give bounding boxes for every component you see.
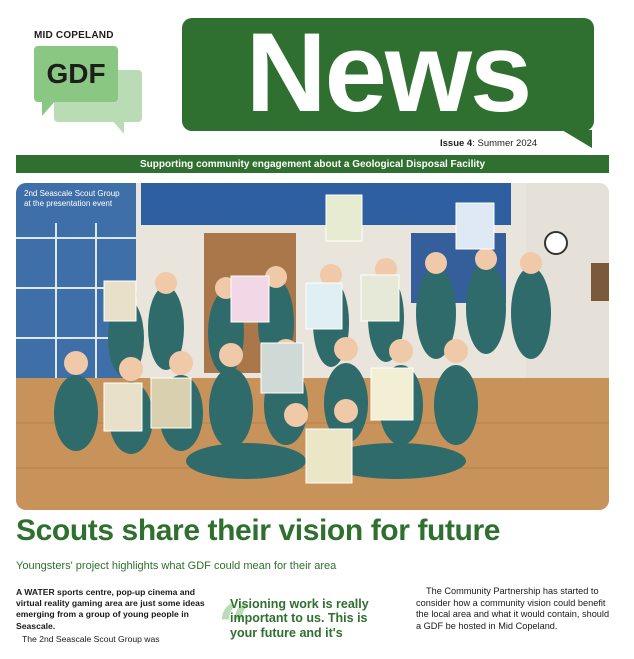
article-column-1: [16, 587, 212, 645]
issue-line: [440, 138, 537, 149]
news-title-box: [182, 9, 594, 135]
pull-quote: Visioning work is really important to us. This is your future and it's: [230, 597, 369, 640]
logo-bubble-back-tail: [112, 120, 124, 134]
photo-caption-line2: at the presentation event: [24, 198, 113, 208]
photo-caption: [24, 189, 120, 208]
scout-group-photo: [16, 183, 609, 510]
article-column-3: The Community Partnership has started to consider how a community vision could benefit the local area and what it would contain, should a GDF be hosted in Mid Copeland.: [416, 586, 610, 631]
article-body-start: The 2nd Seascale Scout Group was: [22, 633, 160, 644]
logo-text: GDF: [46, 58, 106, 89]
photo-illustration: [16, 183, 609, 510]
org-name: MID COPELAND: [34, 30, 114, 41]
article-headline: Scouts share their vision for future: [16, 514, 501, 547]
article-subhead: Youngsters' project highlights what GDF could mean for their area: [16, 560, 337, 572]
photo-caption-line1: 2nd Seascale Scout Group: [24, 189, 120, 198]
tagline-text: Supporting community engagement about a Geological Disposal Facility: [139, 158, 486, 170]
tagline-banner: [16, 155, 609, 173]
issue-season: : Summer 2024: [472, 138, 538, 149]
newsletter-title: News: [245, 9, 531, 135]
logo-bubble-front-tail: [42, 100, 56, 116]
logo-bubble-front: [34, 46, 118, 102]
gdf-logo: [28, 30, 148, 140]
quote-mark-icon: “: [218, 593, 251, 659]
issue-label: Issue 4: [440, 138, 473, 149]
news-title-tail: [562, 130, 592, 148]
article-lead: A WATER sports centre, pop-up cinema and virtual reality gaming area are just some ideas emerging from a group of young people in Seascale.: [16, 587, 205, 631]
